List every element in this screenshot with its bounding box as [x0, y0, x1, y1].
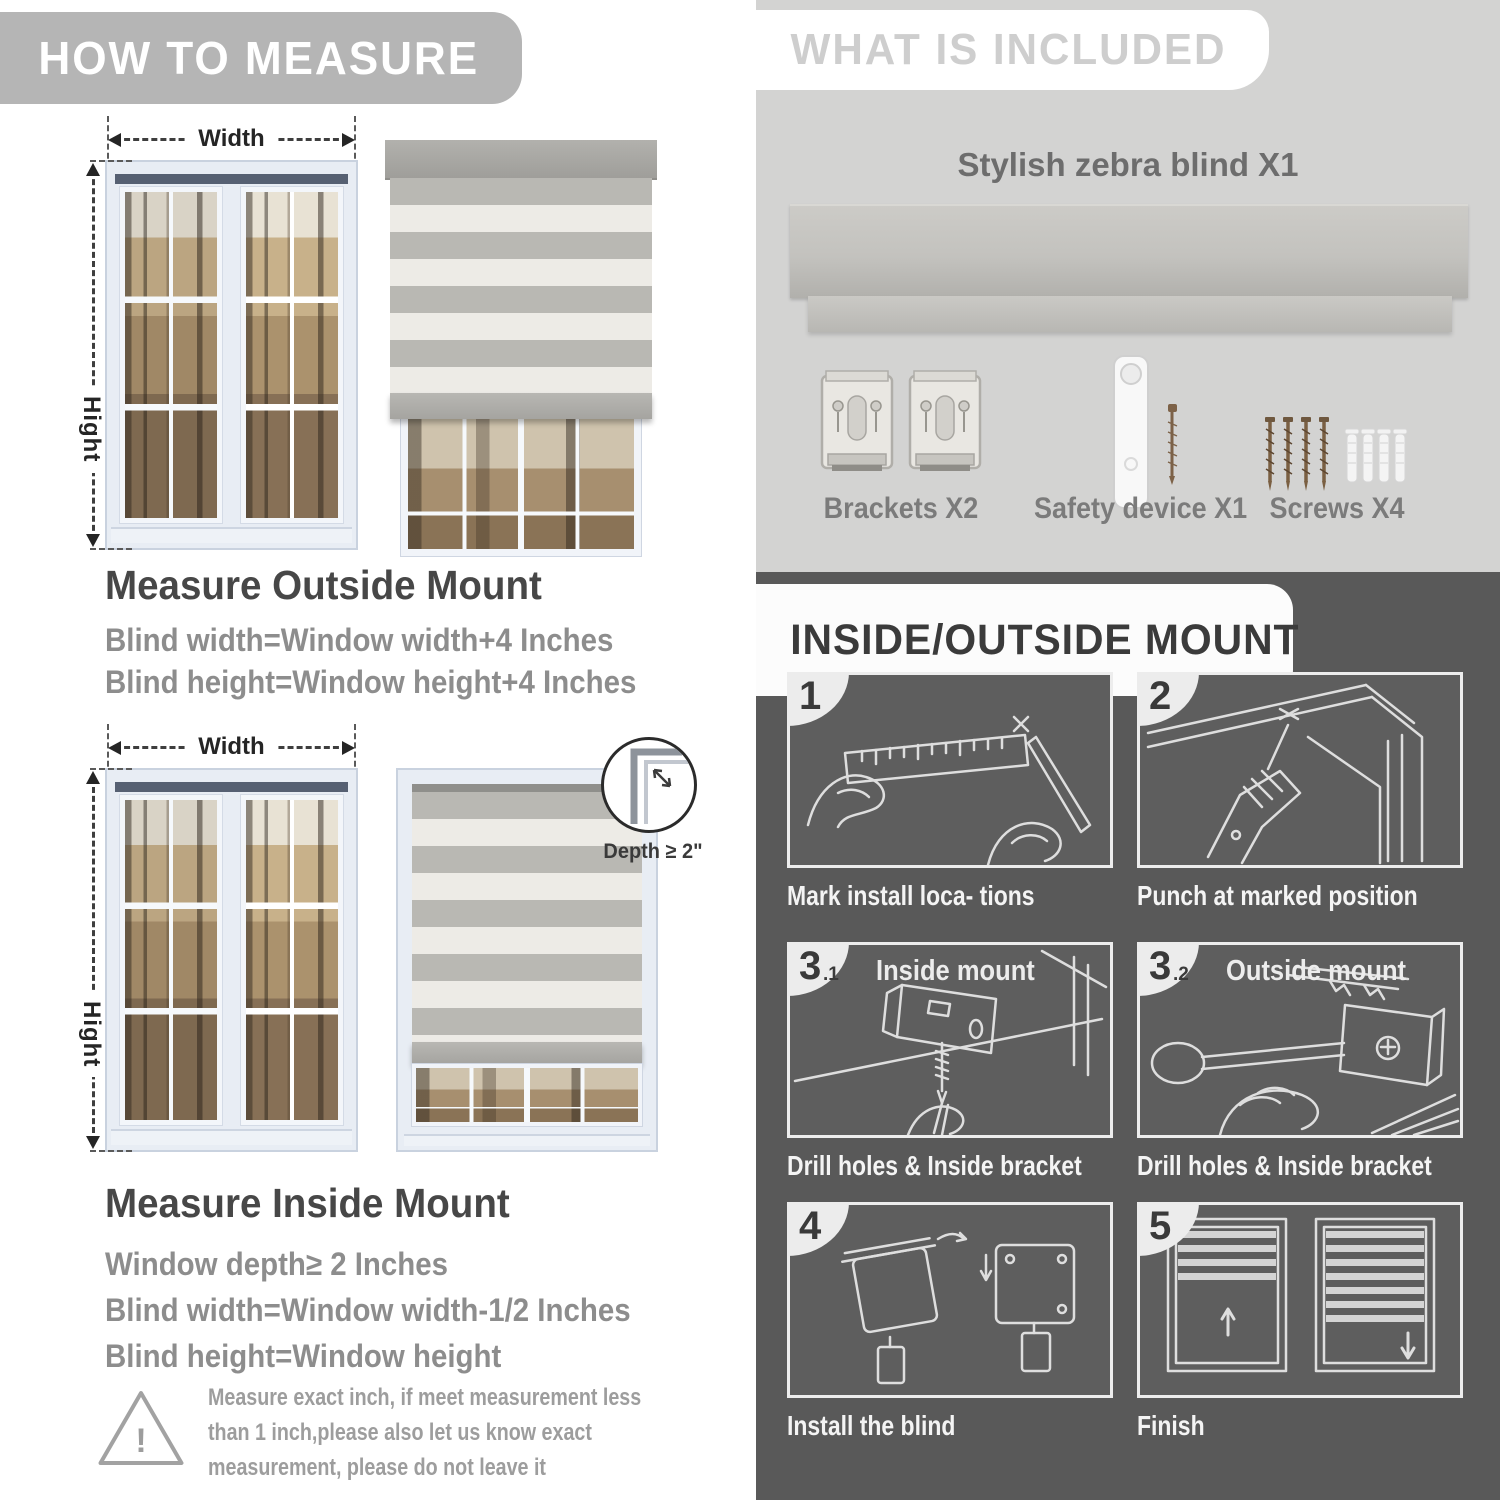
- window-lower-part: [401, 408, 641, 556]
- arrow-down-icon: [86, 1136, 100, 1149]
- warning-exclamation: !: [135, 1422, 147, 1460]
- outside-rule-height: Blind height=Window height+4 Inches: [105, 664, 637, 700]
- window-pane-photo: [246, 192, 338, 518]
- brackets-label: Brackets X2: [823, 492, 979, 525]
- height-label: Hight: [77, 991, 105, 1077]
- how-to-measure-title: HOW TO MEASURE: [38, 32, 480, 84]
- inside-rule-height: Blind height=Window height: [105, 1338, 502, 1374]
- window-pane-photo: [125, 192, 217, 518]
- window-pane-photo: [125, 800, 217, 1120]
- blind-valance-image: [808, 296, 1452, 332]
- blind-cassette: [385, 140, 657, 180]
- measurement-note: [208, 1380, 736, 1485]
- note-line-3: measurement, please do not leave it: [208, 1454, 546, 1481]
- step-3-2-caption: Drill holes & Inside bracket: [1137, 1150, 1432, 1181]
- arrow-up-icon: [86, 771, 100, 784]
- window-sill: [111, 1129, 352, 1145]
- inside-rule-width: Blind width=Window width-1/2 Inches: [105, 1292, 631, 1328]
- step-4-tile: [787, 1202, 1113, 1398]
- step-3-2-tile: [1137, 942, 1463, 1138]
- zebra-blind-outside-illustration: [385, 140, 657, 556]
- step-3-1-caption: Drill holes & Inside bracket: [787, 1150, 1082, 1181]
- step-5-tile: [1137, 1202, 1463, 1398]
- step-3-2-title: Outside mount: [1226, 955, 1407, 987]
- inside-outside-mount-title: INSIDE/OUTSIDE MOUNT: [790, 616, 1300, 664]
- height-tick-top: [90, 160, 132, 162]
- arrow-right-icon: [342, 741, 355, 755]
- width-arrow-outside: [105, 120, 358, 160]
- step-3-1-tile: [787, 942, 1113, 1138]
- step-2-tile: [1137, 672, 1463, 868]
- step-1-tile: [787, 672, 1113, 868]
- height-tick-top: [90, 768, 132, 770]
- step-number: 1: [799, 674, 822, 718]
- window-top-recess: [115, 174, 348, 184]
- step-number: 4: [799, 1204, 822, 1248]
- arrow-left-icon: [108, 133, 121, 147]
- zebra-blind-inside-illustration: [396, 768, 658, 1152]
- step-number: 3: [799, 944, 822, 988]
- depth-label: Depth ≥ 2": [603, 840, 703, 863]
- step-subnumber: .1: [823, 964, 839, 985]
- arrow-left-icon: [108, 741, 121, 755]
- safety-device-label: Safety device X1: [1034, 492, 1248, 525]
- measure-outside-title: Measure Outside Mount: [105, 562, 542, 608]
- window-sill: [111, 527, 352, 543]
- arrow-down-icon: [86, 534, 100, 547]
- height-dashed-line: [92, 170, 95, 540]
- blind-bottom-rail: [412, 1042, 642, 1064]
- blind-fabric-stripes: [390, 178, 652, 393]
- window-inside-illustration: [105, 768, 358, 1152]
- window-sash-right: [240, 794, 344, 1126]
- blind-bottom-rail: [390, 393, 652, 419]
- step-subnumber: .2: [1173, 964, 1189, 985]
- window-sill: [404, 1134, 650, 1146]
- step-1-caption: Mark install loca- tions: [787, 880, 1035, 911]
- window-lower-part: [412, 1064, 642, 1126]
- outside-rule-width: Blind width=Window width+4 Inches: [105, 622, 614, 658]
- finish-illustration: [1140, 1205, 1460, 1395]
- height-dashed-line: [92, 778, 95, 1142]
- mark-locations-illustration: [790, 675, 1110, 865]
- window-sash-left: [119, 186, 223, 524]
- what-is-included-title: WHAT IS INCLUDED: [790, 25, 1227, 74]
- note-line-1: Measure exact inch, if meet measurement less: [208, 1384, 642, 1411]
- step-number: 3: [1149, 944, 1172, 988]
- window-top-recess: [115, 782, 348, 792]
- brackets-icon: [816, 368, 986, 483]
- depth-magnifier: [601, 737, 697, 833]
- what-is-included-banner: [756, 10, 1269, 90]
- step-number: 5: [1149, 1204, 1172, 1248]
- window-sash-right: [240, 186, 344, 524]
- width-arrow-inside: [105, 728, 358, 768]
- height-tick-bottom: [90, 548, 132, 550]
- window-sash-left: [119, 794, 223, 1126]
- height-arrow-outside: [74, 160, 114, 550]
- screws-label: Screws X4: [1269, 492, 1405, 525]
- height-arrow-inside: [74, 768, 114, 1152]
- step-number: 2: [1149, 674, 1172, 718]
- width-label: Width: [186, 731, 276, 763]
- width-label: Width: [186, 123, 276, 155]
- step-2-caption: Punch at marked position: [1137, 880, 1418, 911]
- warning-triangle-icon: [95, 1386, 187, 1470]
- window-pane-photo: [246, 800, 338, 1120]
- height-tick-bottom: [90, 1150, 132, 1152]
- measure-inside-title: Measure Inside Mount: [105, 1180, 510, 1226]
- note-line-2: than 1 inch,please also let us know exact: [208, 1419, 592, 1446]
- step-4-caption: Install the blind: [787, 1410, 956, 1441]
- step-3-1-title: Inside mount: [876, 955, 1035, 987]
- product-name-label: Stylish zebra blind X1: [957, 146, 1299, 183]
- inside-rule-depth: Window depth≥ 2 Inches: [105, 1246, 449, 1282]
- window-outside-illustration: [105, 160, 358, 550]
- step-5-caption: Finish: [1137, 1410, 1205, 1441]
- install-blind-illustration: [790, 1205, 1110, 1395]
- frame-corner-detail-icon: [604, 740, 694, 830]
- blind-headrail-image: [790, 204, 1468, 298]
- how-to-measure-banner: [0, 12, 522, 104]
- arrow-up-icon: [86, 163, 100, 176]
- arrow-right-icon: [342, 133, 355, 147]
- blind-fabric-stripes: [412, 792, 642, 1042]
- height-label: Hight: [77, 386, 105, 472]
- drill-punch-illustration: [1140, 675, 1460, 865]
